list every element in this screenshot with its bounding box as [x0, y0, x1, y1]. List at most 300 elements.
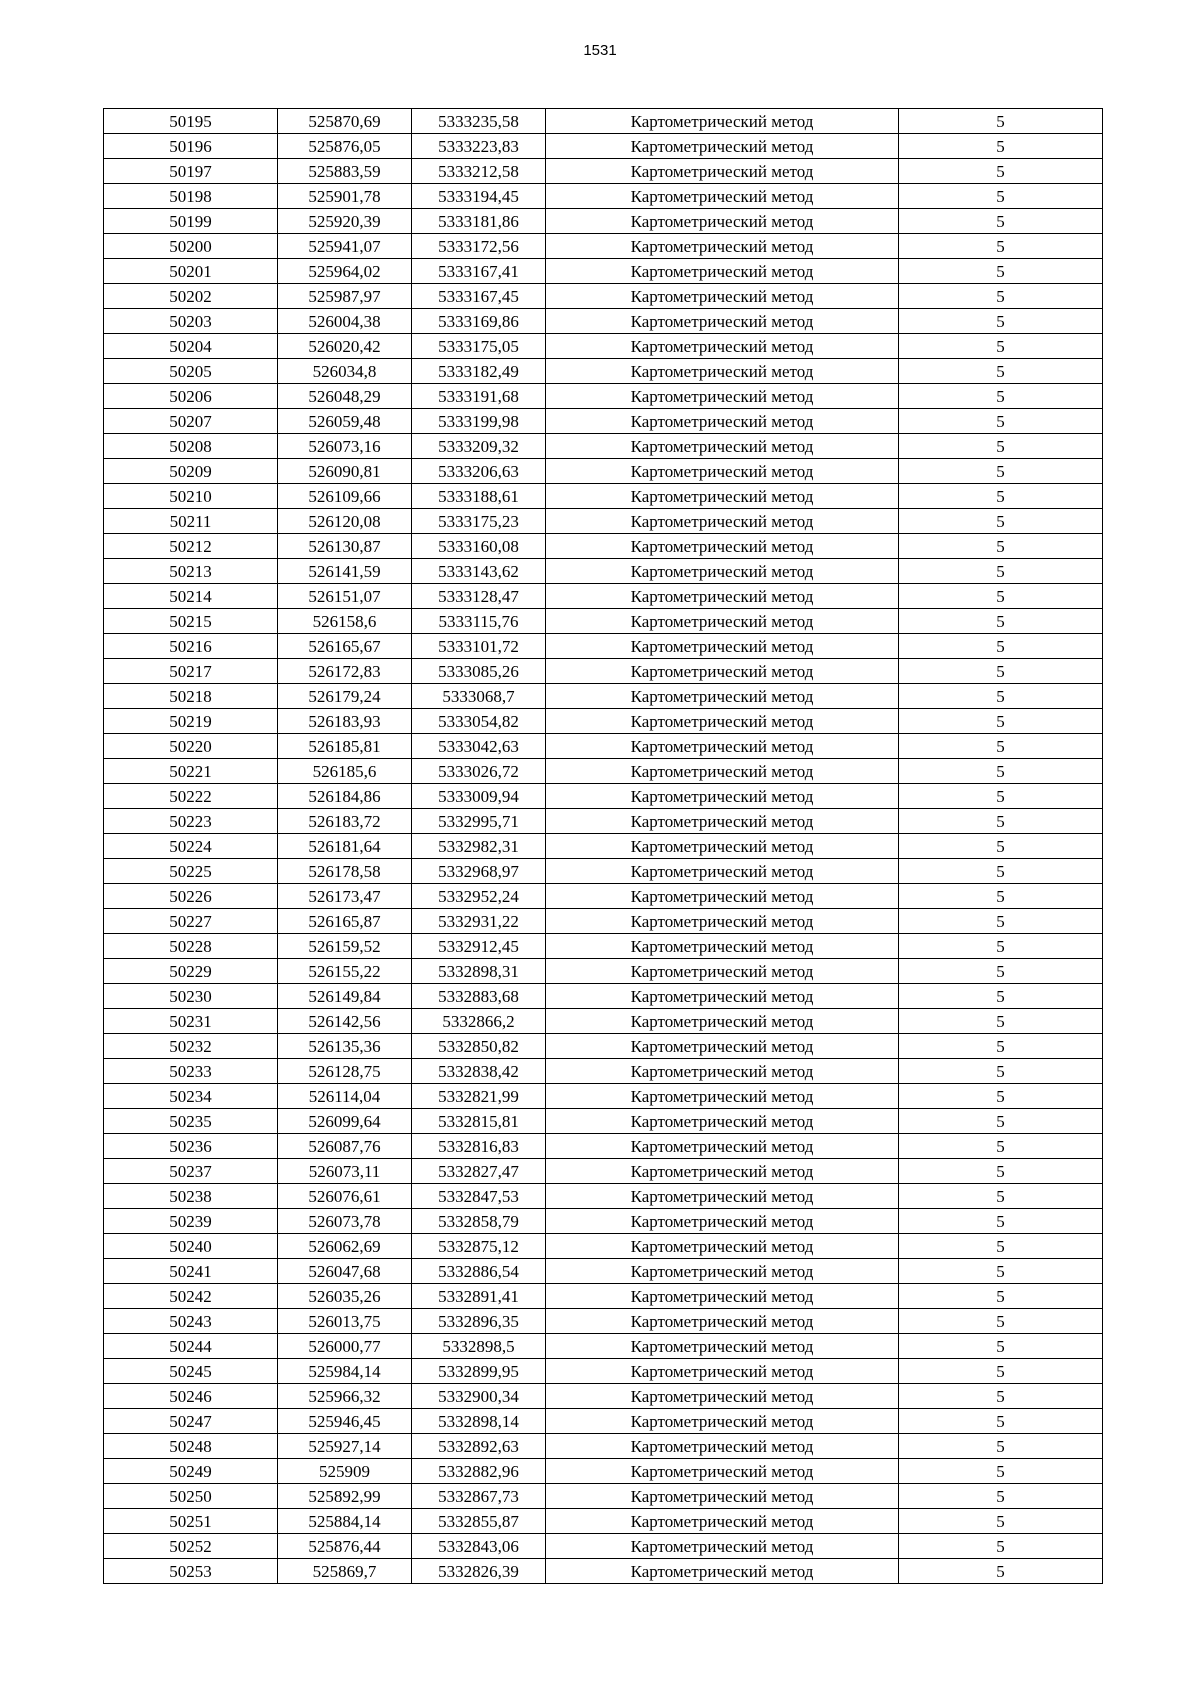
accuracy-cell: 5 [899, 434, 1103, 459]
table-row [104, 684, 1103, 709]
y-coordinate-cell: 5333191,68 [412, 384, 546, 409]
x-coordinate-cell: 525964,02 [278, 259, 412, 284]
x-coordinate-cell: 526128,75 [278, 1059, 412, 1084]
y-coordinate-cell: 5332952,24 [412, 884, 546, 909]
x-coordinate-cell: 525876,05 [278, 134, 412, 159]
accuracy-cell: 5 [899, 984, 1103, 1009]
accuracy-cell: 5 [899, 1109, 1103, 1134]
x-coordinate-cell: 525884,14 [278, 1509, 412, 1534]
x-coordinate-cell: 526062,69 [278, 1234, 412, 1259]
point-number-cell: 50234 [104, 1084, 278, 1109]
method-cell: Картометрический метод [546, 1509, 899, 1534]
x-coordinate-cell: 526120,08 [278, 509, 412, 534]
accuracy-cell: 5 [899, 559, 1103, 584]
x-coordinate-cell: 526181,64 [278, 834, 412, 859]
y-coordinate-cell: 5333235,58 [412, 109, 546, 134]
point-number-cell: 50251 [104, 1509, 278, 1534]
y-coordinate-cell: 5333175,23 [412, 509, 546, 534]
accuracy-cell: 5 [899, 584, 1103, 609]
accuracy-cell: 5 [899, 1034, 1103, 1059]
method-cell: Картометрический метод [546, 434, 899, 459]
point-number-cell: 50230 [104, 984, 278, 1009]
point-number-cell: 50212 [104, 534, 278, 559]
y-coordinate-cell: 5333194,45 [412, 184, 546, 209]
y-coordinate-cell: 5332898,5 [412, 1334, 546, 1359]
coordinates-table [103, 108, 1103, 1584]
x-coordinate-cell: 525984,14 [278, 1359, 412, 1384]
accuracy-cell: 5 [899, 1434, 1103, 1459]
method-cell: Картометрический метод [546, 134, 899, 159]
y-coordinate-cell: 5332821,99 [412, 1084, 546, 1109]
point-number-cell: 50249 [104, 1459, 278, 1484]
point-number-cell: 50210 [104, 484, 278, 509]
accuracy-cell: 5 [899, 759, 1103, 784]
method-cell: Картометрический метод [546, 584, 899, 609]
point-number-cell: 50220 [104, 734, 278, 759]
x-coordinate-cell: 526073,78 [278, 1209, 412, 1234]
y-coordinate-cell: 5333167,45 [412, 284, 546, 309]
x-coordinate-cell: 526151,07 [278, 584, 412, 609]
table-row [104, 1084, 1103, 1109]
point-number-cell: 50225 [104, 859, 278, 884]
accuracy-cell: 5 [899, 1309, 1103, 1334]
y-coordinate-cell: 5332995,71 [412, 809, 546, 834]
method-cell: Картометрический метод [546, 1409, 899, 1434]
table-row [104, 1259, 1103, 1284]
point-number-cell: 50215 [104, 609, 278, 634]
table-row [104, 1384, 1103, 1409]
method-cell: Картометрический метод [546, 484, 899, 509]
x-coordinate-cell: 526035,26 [278, 1284, 412, 1309]
method-cell: Картометрический метод [546, 984, 899, 1009]
table-row [104, 534, 1103, 559]
accuracy-cell: 5 [899, 1334, 1103, 1359]
method-cell: Картометрический метод [546, 859, 899, 884]
method-cell: Картометрический метод [546, 234, 899, 259]
table-row [104, 834, 1103, 859]
y-coordinate-cell: 5332815,81 [412, 1109, 546, 1134]
method-cell: Картометрический метод [546, 609, 899, 634]
table-row [104, 659, 1103, 684]
y-coordinate-cell: 5332867,73 [412, 1484, 546, 1509]
table-row [104, 884, 1103, 909]
x-coordinate-cell: 526172,83 [278, 659, 412, 684]
y-coordinate-cell: 5332899,95 [412, 1359, 546, 1384]
point-number-cell: 50231 [104, 1009, 278, 1034]
table-row [104, 184, 1103, 209]
accuracy-cell: 5 [899, 1159, 1103, 1184]
table-row [104, 784, 1103, 809]
method-cell: Картометрический метод [546, 1309, 899, 1334]
point-number-cell: 50207 [104, 409, 278, 434]
x-coordinate-cell: 526158,6 [278, 609, 412, 634]
y-coordinate-cell: 5332896,35 [412, 1309, 546, 1334]
method-cell: Картометрический метод [546, 209, 899, 234]
method-cell: Картометрический метод [546, 884, 899, 909]
x-coordinate-cell: 526004,38 [278, 309, 412, 334]
table-row [104, 1184, 1103, 1209]
point-number-cell: 50244 [104, 1334, 278, 1359]
x-coordinate-cell: 526090,81 [278, 459, 412, 484]
point-number-cell: 50221 [104, 759, 278, 784]
table-row [104, 1134, 1103, 1159]
accuracy-cell: 5 [899, 159, 1103, 184]
x-coordinate-cell: 525946,45 [278, 1409, 412, 1434]
y-coordinate-cell: 5332850,82 [412, 1034, 546, 1059]
point-number-cell: 50209 [104, 459, 278, 484]
x-coordinate-cell: 526135,36 [278, 1034, 412, 1059]
method-cell: Картометрический метод [546, 1109, 899, 1134]
y-coordinate-cell: 5332858,79 [412, 1209, 546, 1234]
table-row [104, 559, 1103, 584]
accuracy-cell: 5 [899, 634, 1103, 659]
x-coordinate-cell: 525892,99 [278, 1484, 412, 1509]
table-row [104, 734, 1103, 759]
y-coordinate-cell: 5333182,49 [412, 359, 546, 384]
method-cell: Картометрический метод [546, 1059, 899, 1084]
x-coordinate-cell: 526159,52 [278, 934, 412, 959]
table-row [104, 759, 1103, 784]
method-cell: Картометрический метод [546, 1084, 899, 1109]
method-cell: Картометрический метод [546, 684, 899, 709]
table-row [104, 1459, 1103, 1484]
point-number-cell: 50201 [104, 259, 278, 284]
method-cell: Картометрический метод [546, 1259, 899, 1284]
accuracy-cell: 5 [899, 1084, 1103, 1109]
x-coordinate-cell: 526178,58 [278, 859, 412, 884]
page-number: 1531 [583, 42, 617, 59]
x-coordinate-cell: 526165,87 [278, 909, 412, 934]
point-number-cell: 50217 [104, 659, 278, 684]
x-coordinate-cell: 525883,59 [278, 159, 412, 184]
table-row [104, 1484, 1103, 1509]
method-cell: Картометрический метод [546, 384, 899, 409]
y-coordinate-cell: 5332912,45 [412, 934, 546, 959]
y-coordinate-cell: 5333054,82 [412, 709, 546, 734]
x-coordinate-cell: 525927,14 [278, 1434, 412, 1459]
accuracy-cell: 5 [899, 1009, 1103, 1034]
table-row [104, 409, 1103, 434]
point-number-cell: 50223 [104, 809, 278, 834]
point-number-cell: 50226 [104, 884, 278, 909]
table-row [104, 1159, 1103, 1184]
x-coordinate-cell: 526183,93 [278, 709, 412, 734]
y-coordinate-cell: 5332898,14 [412, 1409, 546, 1434]
method-cell: Картометрический метод [546, 1134, 899, 1159]
table-row [104, 259, 1103, 284]
accuracy-cell: 5 [899, 209, 1103, 234]
method-cell: Картометрический метод [546, 334, 899, 359]
point-number-cell: 50222 [104, 784, 278, 809]
table-row [104, 1209, 1103, 1234]
y-coordinate-cell: 5333188,61 [412, 484, 546, 509]
accuracy-cell: 5 [899, 184, 1103, 209]
method-cell: Картометрический метод [546, 259, 899, 284]
method-cell: Картометрический метод [546, 459, 899, 484]
accuracy-cell: 5 [899, 459, 1103, 484]
x-coordinate-cell: 525869,7 [278, 1559, 412, 1584]
point-number-cell: 50241 [104, 1259, 278, 1284]
x-coordinate-cell: 526130,87 [278, 534, 412, 559]
accuracy-cell: 5 [899, 1259, 1103, 1284]
y-coordinate-cell: 5333199,98 [412, 409, 546, 434]
method-cell: Картометрический метод [546, 109, 899, 134]
point-number-cell: 50245 [104, 1359, 278, 1384]
y-coordinate-cell: 5332827,47 [412, 1159, 546, 1184]
method-cell: Картометрический метод [546, 634, 899, 659]
method-cell: Картометрический метод [546, 1159, 899, 1184]
table-row [104, 234, 1103, 259]
method-cell: Картометрический метод [546, 409, 899, 434]
method-cell: Картометрический метод [546, 1184, 899, 1209]
table-row [104, 1334, 1103, 1359]
table-row [104, 109, 1103, 134]
point-number-cell: 50227 [104, 909, 278, 934]
x-coordinate-cell: 525909 [278, 1459, 412, 1484]
x-coordinate-cell: 526179,24 [278, 684, 412, 709]
point-number-cell: 50195 [104, 109, 278, 134]
table-row [104, 1309, 1103, 1334]
y-coordinate-cell: 5332883,68 [412, 984, 546, 1009]
point-number-cell: 50228 [104, 934, 278, 959]
table-row [104, 209, 1103, 234]
x-coordinate-cell: 526013,75 [278, 1309, 412, 1334]
y-coordinate-cell: 5332931,22 [412, 909, 546, 934]
x-coordinate-cell: 525870,69 [278, 109, 412, 134]
point-number-cell: 50242 [104, 1284, 278, 1309]
table-row [104, 359, 1103, 384]
table-row [104, 284, 1103, 309]
y-coordinate-cell: 5332892,63 [412, 1434, 546, 1459]
point-number-cell: 50199 [104, 209, 278, 234]
table-row [104, 1409, 1103, 1434]
y-coordinate-cell: 5332891,41 [412, 1284, 546, 1309]
method-cell: Картометрический метод [546, 1209, 899, 1234]
method-cell: Картометрический метод [546, 159, 899, 184]
method-cell: Картометрический метод [546, 359, 899, 384]
accuracy-cell: 5 [899, 309, 1103, 334]
method-cell: Картометрический метод [546, 309, 899, 334]
point-number-cell: 50196 [104, 134, 278, 159]
y-coordinate-cell: 5333175,05 [412, 334, 546, 359]
y-coordinate-cell: 5333160,08 [412, 534, 546, 559]
point-number-cell: 50208 [104, 434, 278, 459]
table-row [104, 1009, 1103, 1034]
accuracy-cell: 5 [899, 509, 1103, 534]
x-coordinate-cell: 526114,04 [278, 1084, 412, 1109]
point-number-cell: 50218 [104, 684, 278, 709]
table-row [104, 459, 1103, 484]
accuracy-cell: 5 [899, 1484, 1103, 1509]
x-coordinate-cell: 525941,07 [278, 234, 412, 259]
method-cell: Картометрический метод [546, 934, 899, 959]
y-coordinate-cell: 5332968,97 [412, 859, 546, 884]
method-cell: Картометрический метод [546, 734, 899, 759]
y-coordinate-cell: 5333101,72 [412, 634, 546, 659]
table-row [104, 484, 1103, 509]
point-number-cell: 50197 [104, 159, 278, 184]
y-coordinate-cell: 5333172,56 [412, 234, 546, 259]
point-number-cell: 50224 [104, 834, 278, 859]
x-coordinate-cell: 526149,84 [278, 984, 412, 1009]
accuracy-cell: 5 [899, 859, 1103, 884]
table-row [104, 509, 1103, 534]
table-row [104, 1284, 1103, 1309]
method-cell: Картометрический метод [546, 1459, 899, 1484]
y-coordinate-cell: 5333068,7 [412, 684, 546, 709]
y-coordinate-cell: 5332866,2 [412, 1009, 546, 1034]
accuracy-cell: 5 [899, 1234, 1103, 1259]
point-number-cell: 50214 [104, 584, 278, 609]
accuracy-cell: 5 [899, 684, 1103, 709]
y-coordinate-cell: 5333115,76 [412, 609, 546, 634]
method-cell: Картометрический метод [546, 784, 899, 809]
x-coordinate-cell: 526184,86 [278, 784, 412, 809]
method-cell: Картометрический метод [546, 534, 899, 559]
method-cell: Картометрический метод [546, 1034, 899, 1059]
point-number-cell: 50200 [104, 234, 278, 259]
point-number-cell: 50216 [104, 634, 278, 659]
y-coordinate-cell: 5333167,41 [412, 259, 546, 284]
x-coordinate-cell: 525901,78 [278, 184, 412, 209]
accuracy-cell: 5 [899, 259, 1103, 284]
accuracy-cell: 5 [899, 609, 1103, 634]
table-row [104, 434, 1103, 459]
method-cell: Картометрический метод [546, 1559, 899, 1584]
y-coordinate-cell: 5332843,06 [412, 1534, 546, 1559]
y-coordinate-cell: 5333128,47 [412, 584, 546, 609]
table-row [104, 609, 1103, 634]
y-coordinate-cell: 5333085,26 [412, 659, 546, 684]
x-coordinate-cell: 525987,97 [278, 284, 412, 309]
table-row [104, 159, 1103, 184]
point-number-cell: 50229 [104, 959, 278, 984]
accuracy-cell: 5 [899, 134, 1103, 159]
table-row [104, 859, 1103, 884]
method-cell: Картометрический метод [546, 709, 899, 734]
x-coordinate-cell: 525966,32 [278, 1384, 412, 1409]
point-number-cell: 50213 [104, 559, 278, 584]
method-cell: Картометрический метод [546, 1284, 899, 1309]
x-coordinate-cell: 525920,39 [278, 209, 412, 234]
point-number-cell: 50232 [104, 1034, 278, 1059]
y-coordinate-cell: 5333181,86 [412, 209, 546, 234]
table-row [104, 709, 1103, 734]
y-coordinate-cell: 5333209,32 [412, 434, 546, 459]
x-coordinate-cell: 526073,11 [278, 1159, 412, 1184]
x-coordinate-cell: 526020,42 [278, 334, 412, 359]
point-number-cell: 50253 [104, 1559, 278, 1584]
accuracy-cell: 5 [899, 784, 1103, 809]
table-row [104, 909, 1103, 934]
accuracy-cell: 5 [899, 884, 1103, 909]
point-number-cell: 50235 [104, 1109, 278, 1134]
accuracy-cell: 5 [899, 109, 1103, 134]
x-coordinate-cell: 526047,68 [278, 1259, 412, 1284]
method-cell: Картометрический метод [546, 834, 899, 859]
accuracy-cell: 5 [899, 1059, 1103, 1084]
x-coordinate-cell: 526185,81 [278, 734, 412, 759]
method-cell: Картометрический метод [546, 1534, 899, 1559]
accuracy-cell: 5 [899, 1284, 1103, 1309]
method-cell: Картометрический метод [546, 1384, 899, 1409]
point-number-cell: 50237 [104, 1159, 278, 1184]
table-row [104, 334, 1103, 359]
table-row [104, 309, 1103, 334]
x-coordinate-cell: 526034,8 [278, 359, 412, 384]
x-coordinate-cell: 526185,6 [278, 759, 412, 784]
accuracy-cell: 5 [899, 1459, 1103, 1484]
y-coordinate-cell: 5333169,86 [412, 309, 546, 334]
x-coordinate-cell: 526155,22 [278, 959, 412, 984]
accuracy-cell: 5 [899, 734, 1103, 759]
point-number-cell: 50236 [104, 1134, 278, 1159]
point-number-cell: 50233 [104, 1059, 278, 1084]
x-coordinate-cell: 526099,64 [278, 1109, 412, 1134]
point-number-cell: 50219 [104, 709, 278, 734]
accuracy-cell: 5 [899, 1559, 1103, 1584]
y-coordinate-cell: 5333206,63 [412, 459, 546, 484]
y-coordinate-cell: 5333223,83 [412, 134, 546, 159]
point-number-cell: 50252 [104, 1534, 278, 1559]
point-number-cell: 50243 [104, 1309, 278, 1334]
table-row [104, 1059, 1103, 1084]
table-row [104, 959, 1103, 984]
point-number-cell: 50239 [104, 1209, 278, 1234]
x-coordinate-cell: 526073,16 [278, 434, 412, 459]
accuracy-cell: 5 [899, 659, 1103, 684]
table-row [104, 634, 1103, 659]
accuracy-cell: 5 [899, 959, 1103, 984]
table-row [104, 1109, 1103, 1134]
table-row [104, 934, 1103, 959]
table-row [104, 1234, 1103, 1259]
accuracy-cell: 5 [899, 1209, 1103, 1234]
table-row [104, 384, 1103, 409]
method-cell: Картометрический метод [546, 1434, 899, 1459]
x-coordinate-cell: 526109,66 [278, 484, 412, 509]
y-coordinate-cell: 5332826,39 [412, 1559, 546, 1584]
y-coordinate-cell: 5332898,31 [412, 959, 546, 984]
accuracy-cell: 5 [899, 234, 1103, 259]
x-coordinate-cell: 526183,72 [278, 809, 412, 834]
point-number-cell: 50206 [104, 384, 278, 409]
accuracy-cell: 5 [899, 1184, 1103, 1209]
point-number-cell: 50248 [104, 1434, 278, 1459]
x-coordinate-cell: 526048,29 [278, 384, 412, 409]
y-coordinate-cell: 5333026,72 [412, 759, 546, 784]
method-cell: Картометрический метод [546, 1009, 899, 1034]
table-row [104, 1509, 1103, 1534]
x-coordinate-cell: 526142,56 [278, 1009, 412, 1034]
accuracy-cell: 5 [899, 1534, 1103, 1559]
method-cell: Картометрический метод [546, 184, 899, 209]
accuracy-cell: 5 [899, 534, 1103, 559]
table-row [104, 1559, 1103, 1584]
accuracy-cell: 5 [899, 334, 1103, 359]
y-coordinate-cell: 5332900,34 [412, 1384, 546, 1409]
accuracy-cell: 5 [899, 909, 1103, 934]
accuracy-cell: 5 [899, 1409, 1103, 1434]
point-number-cell: 50203 [104, 309, 278, 334]
accuracy-cell: 5 [899, 359, 1103, 384]
table-row [104, 1034, 1103, 1059]
accuracy-cell: 5 [899, 709, 1103, 734]
y-coordinate-cell: 5333143,62 [412, 559, 546, 584]
method-cell: Картометрический метод [546, 809, 899, 834]
accuracy-cell: 5 [899, 1359, 1103, 1384]
y-coordinate-cell: 5333212,58 [412, 159, 546, 184]
